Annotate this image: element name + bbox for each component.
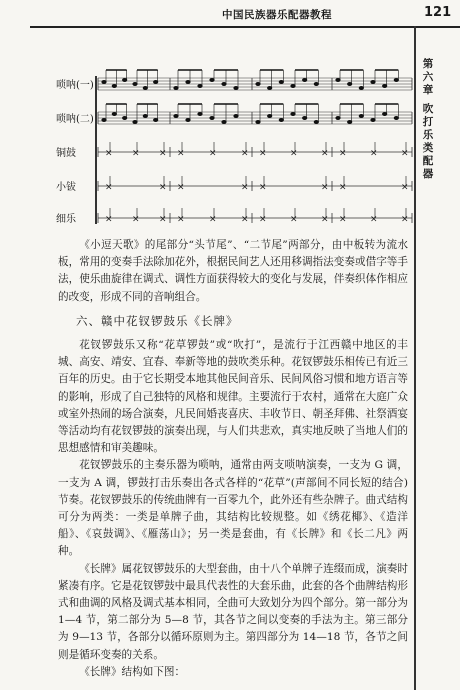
- note-head: [348, 121, 352, 124]
- note-head: [186, 81, 190, 84]
- note-head: [234, 115, 238, 118]
- note-head: [359, 115, 363, 118]
- percussion-hit: ×: [259, 182, 267, 193]
- percussion-hit: ×: [209, 214, 217, 225]
- note-head: [154, 81, 158, 84]
- note-head: [174, 115, 178, 118]
- note-head: [112, 113, 116, 116]
- instrument-label: 小钹: [56, 182, 76, 193]
- percussion-hit: ×: [370, 148, 378, 159]
- header-rule: [30, 26, 460, 28]
- percussion-hit: ×: [177, 214, 185, 225]
- percussion-hit: ×: [159, 148, 167, 159]
- music-score: [20, 60, 415, 230]
- chapter-title-char: 乐: [422, 129, 434, 141]
- percussion-hit: ×: [241, 214, 249, 225]
- paragraph-intro: 花钗锣鼓乐又称“花草锣鼓”或“吹打”，是流行于江西赣中地区的丰城、高安、靖安、宜春、奉新等地的鼓吹类乐种。花钗锣鼓乐相传已有近三百年的历史。由于它长期受本地其他民间音乐、民间风俗习惯和地方语言等的影响，形成了自己独特的风格和规律。主要流行于农村，通常在大庭广众或室外热闹的场合演奏，凡民间婚丧喜庆、丰收节日、朝圣拜佛、社祭酒宴等活动均有花钗锣鼓的演奏出现，与人们共悲欢，真实地反映了当地人们的思想感情和审美趣味。: [58, 339, 408, 455]
- chapter-title-char: 配: [422, 155, 434, 167]
- percussion-hit: ×: [259, 214, 267, 225]
- note-head: [314, 83, 318, 86]
- percussion-hit: ×: [132, 214, 140, 225]
- page-number: 121: [424, 5, 452, 20]
- note-head: [133, 83, 137, 86]
- chapter-label-char: 章: [422, 84, 434, 96]
- percussion-hit: ×: [177, 182, 185, 193]
- note-head: [222, 121, 226, 124]
- percussion-hit: ×: [401, 148, 409, 159]
- percussion-hit: ×: [321, 148, 329, 159]
- note-head: [210, 79, 214, 82]
- paragraph-tail-section: 《小逗天歌》的尾部分“头节尾”、“二节尾”两部分，由中板转为流水板，常用的变奏手法除加花外，根据民间艺人还用移调指法变奏或借字等手法，使乐曲旋律在调式、调性方面获得较大的变化与发展，伴奏织体作相应的改变，形成不同的音响组合。: [58, 239, 408, 303]
- chapter-title-char: 打: [422, 116, 434, 128]
- note-head: [383, 113, 387, 116]
- note-head: [174, 87, 178, 90]
- instrument-label: 细乐: [56, 214, 76, 225]
- percussion-hit: ×: [132, 148, 140, 159]
- paragraph-diagram-intro: 《长牌》结构如下图：: [79, 665, 186, 678]
- percussion-hit: ×: [401, 182, 409, 193]
- note-head: [303, 79, 307, 82]
- note-head: [279, 119, 283, 122]
- note-head: [371, 81, 375, 84]
- chapter-side-label: [420, 58, 436, 181]
- percussion-hit: ×: [290, 148, 298, 159]
- percussion-hit: ×: [105, 214, 113, 225]
- note-head: [143, 115, 147, 118]
- percussion-hit: ×: [339, 148, 347, 159]
- percussion-hit: ×: [339, 214, 347, 225]
- note-head: [268, 87, 272, 90]
- percussion-hit: ×: [159, 182, 167, 193]
- note-head: [268, 115, 272, 118]
- note-head: [133, 121, 137, 124]
- note-head: [210, 117, 214, 120]
- instrument-label: 唢呐(一): [56, 80, 94, 91]
- chapter-label-char: 第: [422, 58, 434, 70]
- note-head: [383, 85, 387, 88]
- percussion-hit: ×: [105, 182, 113, 193]
- percussion-hit: ×: [209, 148, 217, 159]
- percussion-hit: ×: [259, 148, 267, 159]
- note-head: [359, 87, 363, 90]
- percussion-hit: ×: [177, 148, 185, 159]
- running-header-title: 中国民族器乐配器教程: [222, 9, 332, 21]
- note-head: [348, 83, 352, 86]
- percussion-hit: ×: [241, 148, 249, 159]
- note-head: [291, 113, 295, 116]
- chapter-title-label: [420, 103, 436, 181]
- note-head: [303, 117, 307, 120]
- note-head: [112, 85, 116, 88]
- percussion-hit: ×: [321, 214, 329, 225]
- note-head: [123, 117, 127, 120]
- chapter-title-char: 器: [422, 168, 434, 180]
- percussion-hit: ×: [105, 148, 113, 159]
- note-head: [279, 81, 283, 84]
- percussion-hit: ×: [321, 182, 329, 193]
- note-head: [198, 113, 202, 116]
- note-head: [143, 87, 147, 90]
- note-head: [256, 121, 260, 124]
- note-head: [256, 83, 260, 86]
- note-head: [394, 79, 398, 82]
- note-head: [394, 117, 398, 120]
- percussion-hit: ×: [370, 214, 378, 225]
- percussion-hit: ×: [339, 182, 347, 193]
- note-head: [198, 85, 202, 88]
- chapter-title-char: 类: [422, 142, 434, 154]
- instrument-label: 铜鼓: [56, 148, 76, 159]
- note-head: [336, 117, 340, 120]
- note-head: [291, 85, 295, 88]
- note-head: [123, 79, 127, 82]
- note-head: [102, 119, 106, 122]
- percussion-hit: ×: [159, 214, 167, 225]
- body-text: [58, 237, 408, 681]
- chapter-label: [420, 58, 436, 97]
- note-head: [371, 119, 375, 122]
- chapter-title-char: 吹: [422, 103, 434, 115]
- note-head: [154, 119, 158, 122]
- note-head: [314, 121, 318, 124]
- paragraph-instruments: 花钗锣鼓乐的主奏乐器为唢呐，通常由两支唢呐演奏，一支为 G 调，一支为 A 调，锣鼓打击乐奏出各式各样的“花草”(声部间不同长短的结合)节奏。花钗锣鼓乐的传统曲牌有一百零九个，此外还有些杂牌子。曲式结构可分为两类：一类是单牌子曲，其结构比较规整。如《绣花椰》、《造洋船》、《哀鼓调》、《雁荡山》；另一类是套曲，有《长牌》和《长二凡》两种。: [58, 459, 408, 558]
- paragraph-structure: 《长牌》属花钗锣鼓乐的大型套曲，由十八个单牌子连缀而成，演奏时紧凑有序。它是花钗锣鼓中最具代表性的大套乐曲，此套的各个曲牌结构形式和曲调的风格及调式基本相同，全曲可大致划分为四个部分。第一部分为 1—4 节，第二部分为 5—8 节，其各节之间以变奏的手法为主。第三部分为 9—13 节，各部分以循环原则为主。第四部分为 14—18 节，各节之间则是循环变奏的关系。: [58, 562, 408, 661]
- percussion-hit: ×: [241, 182, 249, 193]
- instrument-label: 唢呐(二): [56, 114, 94, 125]
- percussion-hit: ×: [401, 214, 409, 225]
- note-head: [336, 79, 340, 82]
- note-head: [222, 83, 226, 86]
- chapter-label-char: 六: [422, 71, 434, 83]
- section-heading: 六、赣中花钗锣鼓乐《长牌》: [76, 313, 239, 328]
- note-head: [102, 81, 106, 84]
- note-head: [186, 119, 190, 122]
- percussion-hit: ×: [290, 214, 298, 225]
- note-head: [234, 87, 238, 90]
